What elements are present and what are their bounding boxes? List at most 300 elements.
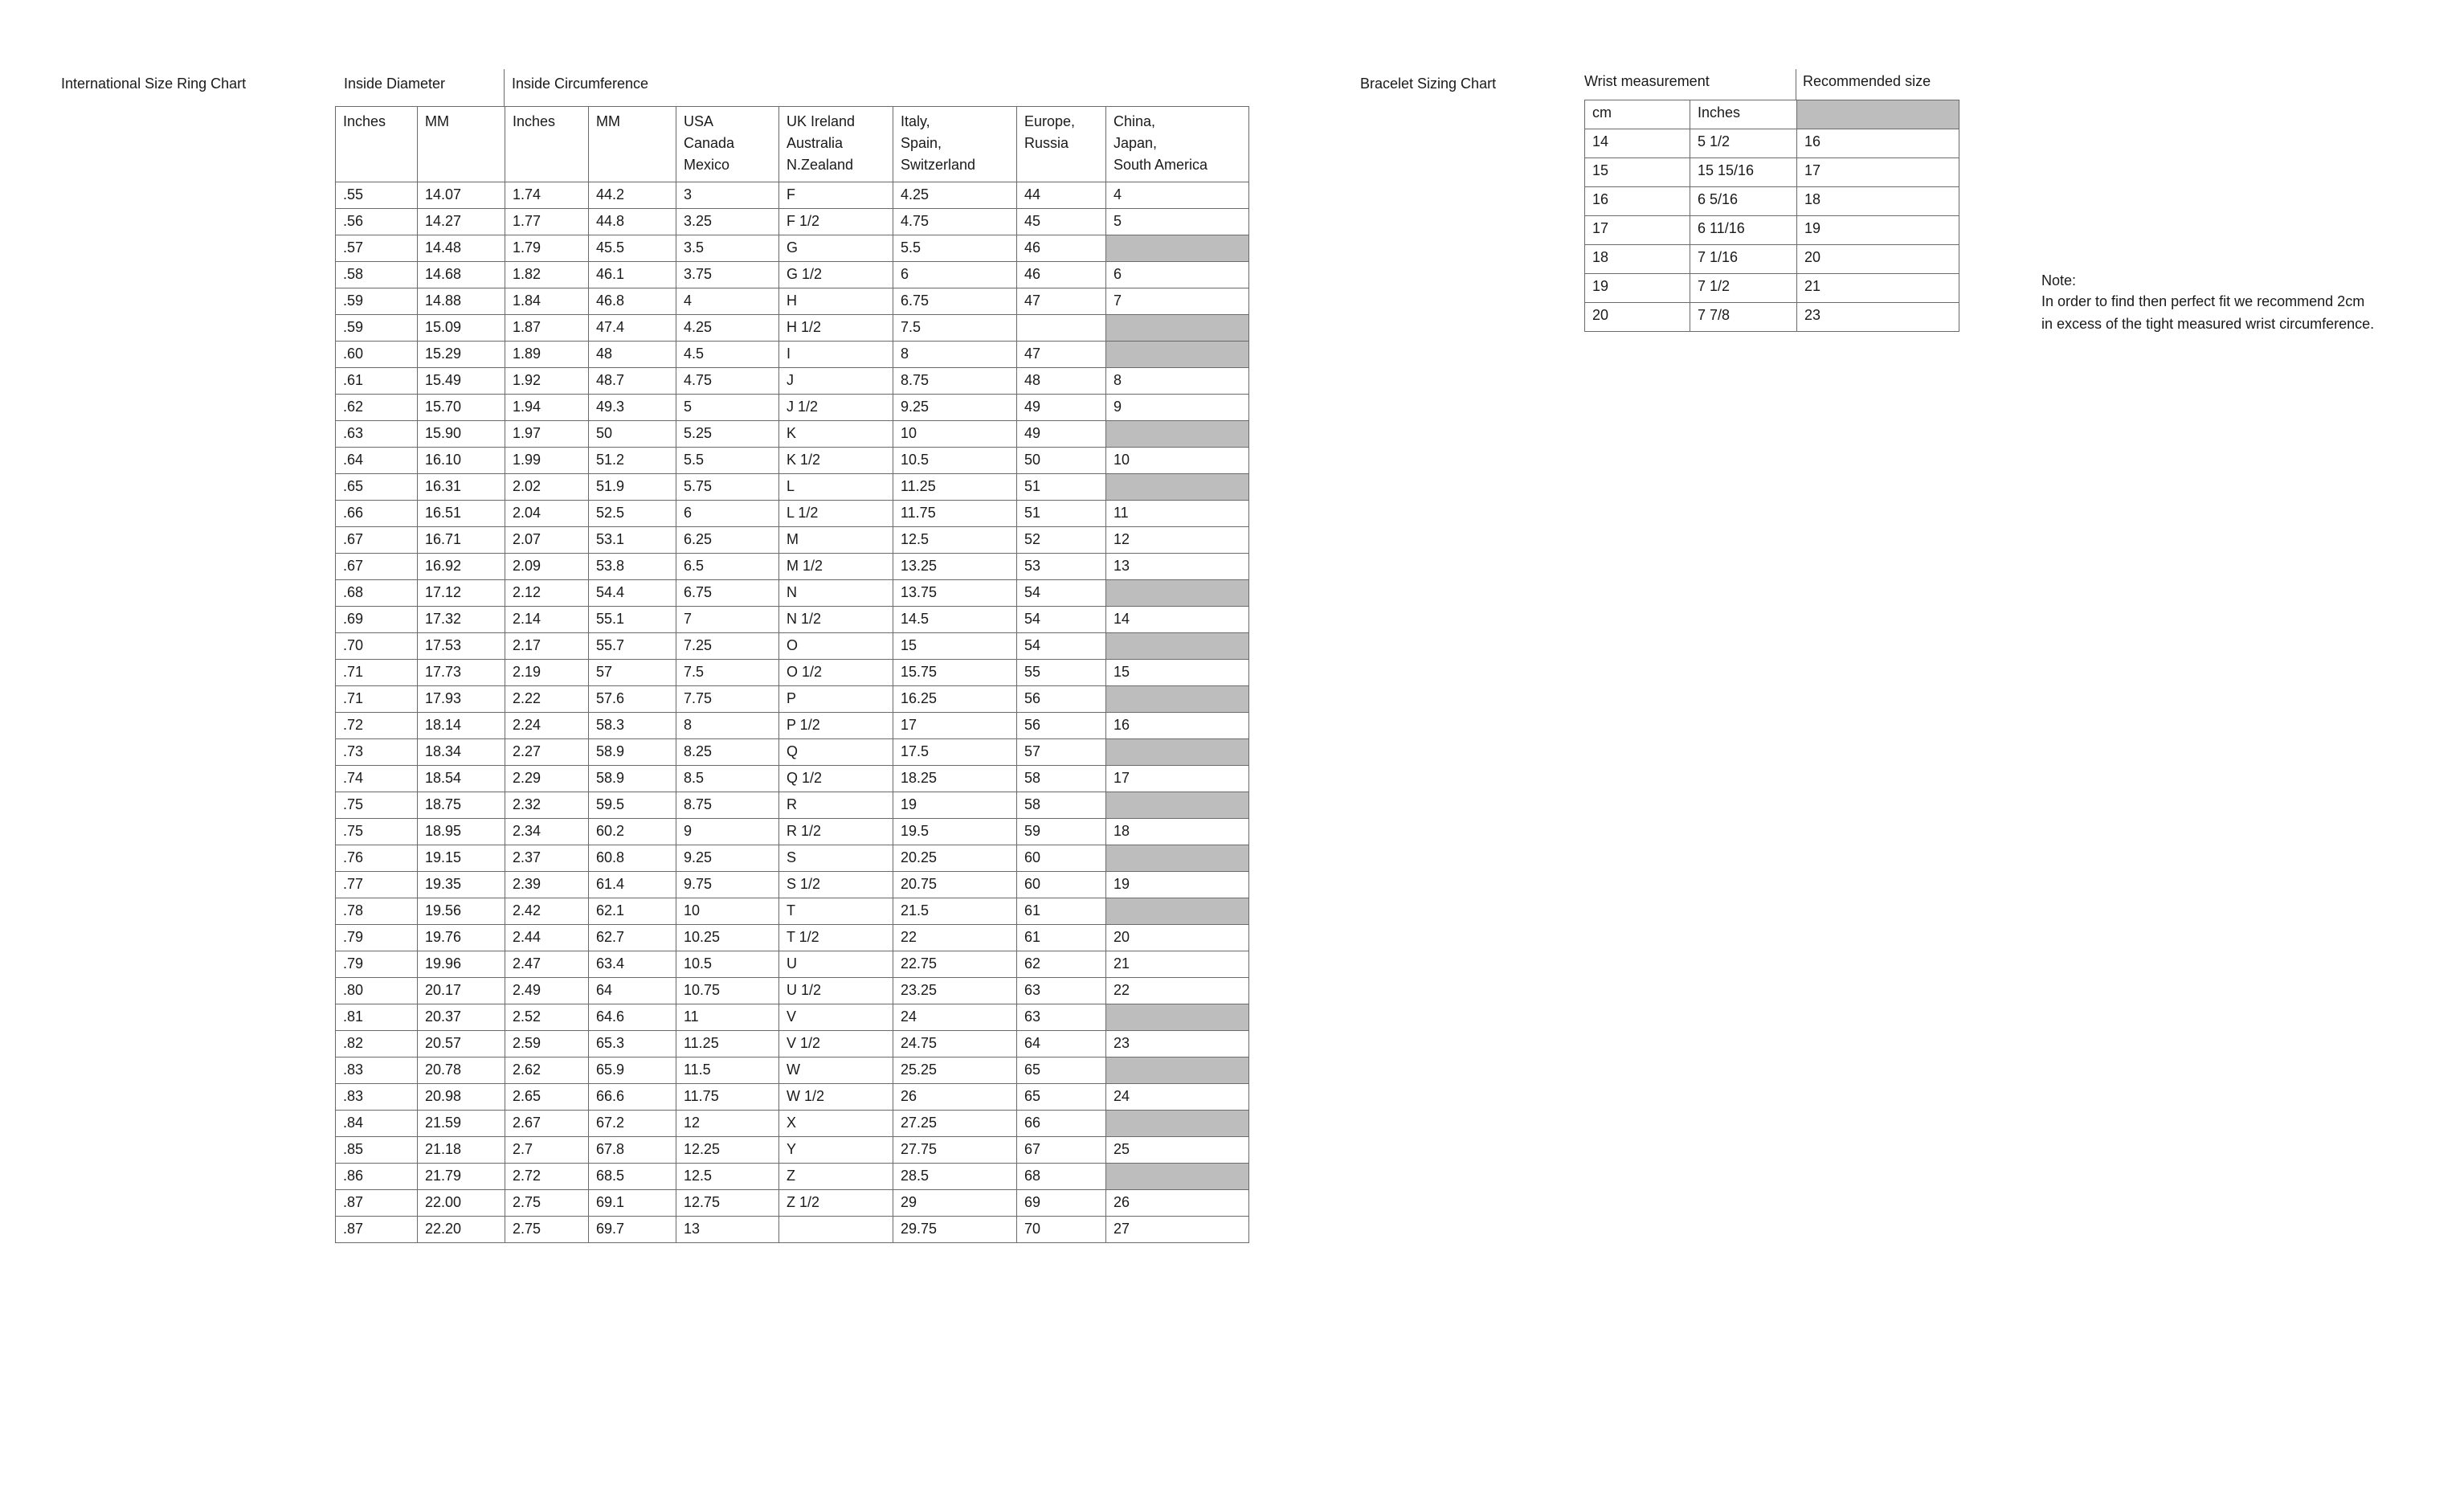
table-cell: 27.75	[893, 1137, 1017, 1164]
table-cell: 12	[676, 1111, 779, 1137]
table-row	[336, 792, 1249, 819]
table-cell: 44.2	[589, 182, 676, 209]
table-cell: 18.14	[418, 713, 505, 739]
table-cell: 9.25	[676, 845, 779, 872]
table-cell: 61.4	[589, 872, 676, 898]
table-cell: 2.67	[505, 1111, 589, 1137]
table-cell: 2.49	[505, 978, 589, 1004]
table-cell: 48	[1017, 368, 1106, 395]
table-cell: O 1/2	[779, 660, 893, 686]
table-cell: 2.62	[505, 1058, 589, 1084]
table-cell: 6.25	[676, 527, 779, 554]
note-heading: Note:	[2041, 272, 2077, 288]
table-cell: 2.75	[505, 1217, 589, 1243]
table-cell: 22.00	[418, 1190, 505, 1217]
table-cell: 63	[1017, 1004, 1106, 1031]
table-cell: 67	[1017, 1137, 1106, 1164]
table-cell: 53	[1017, 554, 1106, 580]
table-cell: .82	[336, 1031, 418, 1058]
table-cell: O	[779, 633, 893, 660]
note-line-1: In order to find then perfect fit we recommend 2cm	[2041, 293, 2365, 309]
table-cell: 52.5	[589, 501, 676, 527]
table-cell: 17	[1797, 158, 1959, 187]
table-cell: .77	[336, 872, 418, 898]
table-cell: 55.1	[589, 607, 676, 633]
table-cell: 21.5	[893, 898, 1017, 925]
table-cell: 25	[1106, 1137, 1249, 1164]
table-cell: 5	[676, 395, 779, 421]
column-header: MM	[589, 107, 676, 182]
table-cell: 1.79	[505, 235, 589, 262]
table-cell: 6.5	[676, 554, 779, 580]
table-cell: 2.14	[505, 607, 589, 633]
table-cell: 18	[1797, 187, 1959, 216]
table-cell: 58.9	[589, 766, 676, 792]
empty-cell	[1106, 1004, 1249, 1031]
table-cell: H	[779, 288, 893, 315]
table-cell: 54.4	[589, 580, 676, 607]
table-cell: 69.7	[589, 1217, 676, 1243]
table-cell: 46	[1017, 235, 1106, 262]
table-cell: .85	[336, 1137, 418, 1164]
table-row	[336, 1190, 1249, 1217]
table-cell: 20	[1797, 245, 1959, 274]
table-cell: 22.75	[893, 951, 1017, 978]
empty-cell	[1106, 739, 1249, 766]
column-header: MM	[418, 107, 505, 182]
table-row	[336, 448, 1249, 474]
note-line-2: in excess of the tight measured wrist circumference.	[2041, 316, 2375, 332]
table-cell: .55	[336, 182, 418, 209]
table-cell: 19	[1106, 872, 1249, 898]
table-row	[1585, 187, 1959, 216]
table-cell: T 1/2	[779, 925, 893, 951]
table-cell: .75	[336, 792, 418, 819]
table-cell: 8	[893, 342, 1017, 368]
ring-chart-title: International Size Ring Chart	[61, 76, 247, 92]
table-cell: 49.3	[589, 395, 676, 421]
table-cell: 16	[1797, 129, 1959, 158]
table-cell: 5.75	[676, 474, 779, 501]
table-cell: .58	[336, 262, 418, 288]
table-cell: 67.8	[589, 1137, 676, 1164]
table-cell: 56	[1017, 686, 1106, 713]
column-header: Europe, Russia	[1017, 107, 1106, 182]
table-cell: 19.35	[418, 872, 505, 898]
table-cell: 24	[1106, 1084, 1249, 1111]
table-cell: 19.15	[418, 845, 505, 872]
table-cell: 15	[1106, 660, 1249, 686]
table-cell: 3.5	[676, 235, 779, 262]
table-row	[336, 1164, 1249, 1190]
table-cell: .75	[336, 819, 418, 845]
table-cell: 5	[1106, 209, 1249, 235]
table-cell: 20.57	[418, 1031, 505, 1058]
table-row	[336, 395, 1249, 421]
table-cell: 19	[1585, 274, 1690, 303]
table-cell: S	[779, 845, 893, 872]
table-cell: .65	[336, 474, 418, 501]
table-cell: 60.2	[589, 819, 676, 845]
table-cell: 2.34	[505, 819, 589, 845]
table-cell: 20	[1585, 303, 1690, 332]
table-cell: 2.17	[505, 633, 589, 660]
table-cell: 2.59	[505, 1031, 589, 1058]
table-cell: 15 15/16	[1690, 158, 1797, 187]
table-cell: 47	[1017, 288, 1106, 315]
table-cell: 22.20	[418, 1217, 505, 1243]
table-cell: .73	[336, 739, 418, 766]
table-cell: 54	[1017, 580, 1106, 607]
table-cell: 2.02	[505, 474, 589, 501]
table-cell: 26	[1106, 1190, 1249, 1217]
table-cell: 7 1/2	[1690, 274, 1797, 303]
table-cell: 62.1	[589, 898, 676, 925]
table-cell: 2.19	[505, 660, 589, 686]
table-cell: 4.25	[676, 315, 779, 342]
table-cell: .71	[336, 660, 418, 686]
table-cell: 1.99	[505, 448, 589, 474]
table-cell: 16.51	[418, 501, 505, 527]
table-cell: 2.72	[505, 1164, 589, 1190]
table-cell: J 1/2	[779, 395, 893, 421]
table-cell: 18.25	[893, 766, 1017, 792]
table-cell: .68	[336, 580, 418, 607]
table-cell: 63	[1017, 978, 1106, 1004]
table-row	[336, 1217, 1249, 1243]
column-header: UK Ireland Australia N.Zealand	[779, 107, 893, 182]
table-cell: 17	[1585, 216, 1690, 245]
table-cell: L	[779, 474, 893, 501]
table-cell: 9.75	[676, 872, 779, 898]
table-cell: N	[779, 580, 893, 607]
table-cell: 17.73	[418, 660, 505, 686]
table-cell: 20.98	[418, 1084, 505, 1111]
table-cell: 17	[893, 713, 1017, 739]
table-row	[336, 580, 1249, 607]
table-cell: 49	[1017, 421, 1106, 448]
table-cell: .67	[336, 527, 418, 554]
table-cell: .63	[336, 421, 418, 448]
table-cell: 49	[1017, 395, 1106, 421]
empty-cell	[1106, 898, 1249, 925]
table-cell: 14.27	[418, 209, 505, 235]
table-cell: R	[779, 792, 893, 819]
table-cell: 11.25	[893, 474, 1017, 501]
table-cell: 29.75	[893, 1217, 1017, 1243]
table-cell: .70	[336, 633, 418, 660]
table-cell: U	[779, 951, 893, 978]
table-row	[336, 766, 1249, 792]
table-cell: 66	[1017, 1111, 1106, 1137]
table-cell: 1.89	[505, 342, 589, 368]
table-cell: 10	[893, 421, 1017, 448]
table-cell: 18	[1106, 819, 1249, 845]
table-cell: 61	[1017, 925, 1106, 951]
table-cell: 52	[1017, 527, 1106, 554]
table-row	[1585, 216, 1959, 245]
table-cell: V 1/2	[779, 1031, 893, 1058]
table-cell: Q 1/2	[779, 766, 893, 792]
table-cell: 70	[1017, 1217, 1106, 1243]
table-cell: 6	[1106, 262, 1249, 288]
table-row	[336, 951, 1249, 978]
table-cell: 22	[1106, 978, 1249, 1004]
table-cell: P 1/2	[779, 713, 893, 739]
table-cell: 20.75	[893, 872, 1017, 898]
table-cell: 14.48	[418, 235, 505, 262]
table-cell: 15.75	[893, 660, 1017, 686]
table-cell: 6.75	[893, 288, 1017, 315]
table-cell: 2.29	[505, 766, 589, 792]
table-cell: .80	[336, 978, 418, 1004]
table-row	[1585, 303, 1959, 332]
table-cell: 20	[1106, 925, 1249, 951]
table-cell: Z	[779, 1164, 893, 1190]
table-cell: 11.75	[676, 1084, 779, 1111]
empty-cell	[1106, 633, 1249, 660]
table-cell: 1.74	[505, 182, 589, 209]
table-cell: 24.75	[893, 1031, 1017, 1058]
table-cell: 50	[1017, 448, 1106, 474]
table-cell: 18.95	[418, 819, 505, 845]
table-cell: 8	[1106, 368, 1249, 395]
table-cell: 3.75	[676, 262, 779, 288]
table-cell: 4	[1106, 182, 1249, 209]
table-cell: 44.8	[589, 209, 676, 235]
table-row	[336, 288, 1249, 315]
table-cell: 14.68	[418, 262, 505, 288]
table-header-row	[336, 107, 1249, 182]
inside-diameter-header: Inside Diameter	[344, 76, 446, 92]
table-cell: 20.25	[893, 845, 1017, 872]
table-cell: 18.54	[418, 766, 505, 792]
table-cell: 2.39	[505, 872, 589, 898]
table-cell: 17.53	[418, 633, 505, 660]
empty-cell	[1106, 421, 1249, 448]
table-cell: .86	[336, 1164, 418, 1190]
table-row	[336, 235, 1249, 262]
table-cell: I	[779, 342, 893, 368]
wrist-measurement-header: Wrist measurement	[1584, 73, 1710, 89]
table-cell: 53.8	[589, 554, 676, 580]
table-cell: G 1/2	[779, 262, 893, 288]
table-row	[336, 660, 1249, 686]
table-row	[336, 1031, 1249, 1058]
table-cell: 65.3	[589, 1031, 676, 1058]
column-header: USA Canada Mexico	[676, 107, 779, 182]
table-cell: 1.82	[505, 262, 589, 288]
table-cell: 6 11/16	[1690, 216, 1797, 245]
table-cell: 3	[676, 182, 779, 209]
table-cell: 6 5/16	[1690, 187, 1797, 216]
table-cell: 47	[1017, 342, 1106, 368]
table-cell: 16.71	[418, 527, 505, 554]
table-row	[336, 713, 1249, 739]
table-cell: 27.25	[893, 1111, 1017, 1137]
table-cell: S 1/2	[779, 872, 893, 898]
table-cell: Y	[779, 1137, 893, 1164]
table-cell: 16	[1106, 713, 1249, 739]
table-row	[336, 209, 1249, 235]
table-cell: 23.25	[893, 978, 1017, 1004]
table-cell: 4.5	[676, 342, 779, 368]
table-cell: 3.25	[676, 209, 779, 235]
table-cell: 16.92	[418, 554, 505, 580]
table-cell: 58.9	[589, 739, 676, 766]
table-cell: .87	[336, 1217, 418, 1243]
table-row	[336, 978, 1249, 1004]
table-cell: 12.5	[893, 527, 1017, 554]
table-cell: 44	[1017, 182, 1106, 209]
table-cell: 29	[893, 1190, 1017, 1217]
table-cell: 10	[1106, 448, 1249, 474]
table-cell: 10.5	[893, 448, 1017, 474]
table-cell: 2.44	[505, 925, 589, 951]
table-cell: 1.84	[505, 288, 589, 315]
table-cell: 59.5	[589, 792, 676, 819]
recommended-size-header: Recommended size	[1803, 73, 1931, 89]
table-row	[336, 898, 1249, 925]
table-cell: 51.2	[589, 448, 676, 474]
table-cell: 19	[893, 792, 1017, 819]
table-cell: 8.25	[676, 739, 779, 766]
table-cell: 56	[1017, 713, 1106, 739]
table-cell: 2.75	[505, 1190, 589, 1217]
table-cell: 59	[1017, 819, 1106, 845]
table-cell: 18.75	[418, 792, 505, 819]
table-cell: 46	[1017, 262, 1106, 288]
table-cell: .79	[336, 951, 418, 978]
table-cell: 14.5	[893, 607, 1017, 633]
table-cell: 16	[1585, 187, 1690, 216]
table-cell: P	[779, 686, 893, 713]
table-cell: 61	[1017, 898, 1106, 925]
table-cell: 21.18	[418, 1137, 505, 1164]
table-cell: 60	[1017, 845, 1106, 872]
table-cell: 5.5	[676, 448, 779, 474]
table-cell: 1.97	[505, 421, 589, 448]
table-cell: 23	[1106, 1031, 1249, 1058]
table-cell: 2.32	[505, 792, 589, 819]
table-cell: 24	[893, 1004, 1017, 1031]
table-row	[336, 262, 1249, 288]
table-cell: .81	[336, 1004, 418, 1031]
table-cell: 11.5	[676, 1058, 779, 1084]
table-cell: 58.3	[589, 713, 676, 739]
table-cell: 18	[1585, 245, 1690, 274]
table-cell: .60	[336, 342, 418, 368]
table-cell: Z 1/2	[779, 1190, 893, 1217]
table-cell: 15.49	[418, 368, 505, 395]
empty-cell	[1106, 845, 1249, 872]
table-row	[336, 368, 1249, 395]
table-cell: 12.75	[676, 1190, 779, 1217]
table-row	[336, 1004, 1249, 1031]
table-cell: 21	[1797, 274, 1959, 303]
table-cell: 15	[1585, 158, 1690, 187]
table-cell: .79	[336, 925, 418, 951]
column-header: China, Japan, South America	[1106, 107, 1249, 182]
empty-cell	[1106, 474, 1249, 501]
table-cell: .78	[336, 898, 418, 925]
table-cell: 2.7	[505, 1137, 589, 1164]
table-cell: 12.25	[676, 1137, 779, 1164]
table-cell: 54	[1017, 607, 1106, 633]
table-cell: 7.5	[676, 660, 779, 686]
table-cell: 2.52	[505, 1004, 589, 1031]
table-cell: 15.90	[418, 421, 505, 448]
table-cell: 7 7/8	[1690, 303, 1797, 332]
table-cell: 9	[1106, 395, 1249, 421]
table-cell: 62.7	[589, 925, 676, 951]
table-cell: .87	[336, 1190, 418, 1217]
table-cell: 6.75	[676, 580, 779, 607]
column-header: Inches	[505, 107, 589, 182]
table-cell: 2.09	[505, 554, 589, 580]
table-cell: 64	[1017, 1031, 1106, 1058]
table-cell: 14	[1585, 129, 1690, 158]
table-cell: 27	[1106, 1217, 1249, 1243]
table-cell: 45	[1017, 209, 1106, 235]
table-row	[336, 739, 1249, 766]
table-cell: 57.6	[589, 686, 676, 713]
table-cell: 51	[1017, 474, 1106, 501]
table-cell: 47.4	[589, 315, 676, 342]
table-cell: 1.87	[505, 315, 589, 342]
table-cell: 28.5	[893, 1164, 1017, 1190]
table-row	[336, 633, 1249, 660]
table-cell: .83	[336, 1084, 418, 1111]
table-cell: 12	[1106, 527, 1249, 554]
table-row	[1585, 158, 1959, 187]
table-cell: .76	[336, 845, 418, 872]
table-cell: 57	[589, 660, 676, 686]
table-cell: 68	[1017, 1164, 1106, 1190]
table-row	[336, 342, 1249, 368]
table-cell: 4	[676, 288, 779, 315]
table-cell: 19.76	[418, 925, 505, 951]
table-cell: V	[779, 1004, 893, 1031]
table-cell: 13	[676, 1217, 779, 1243]
table-cell: 60	[1017, 872, 1106, 898]
table-row	[336, 474, 1249, 501]
ring-size-table	[335, 106, 1249, 1243]
table-cell: 2.47	[505, 951, 589, 978]
table-cell: 1.77	[505, 209, 589, 235]
table-cell: 10.5	[676, 951, 779, 978]
table-cell: 8.5	[676, 766, 779, 792]
table-cell: 19.5	[893, 819, 1017, 845]
group-divider	[504, 69, 505, 106]
table-cell: 5.25	[676, 421, 779, 448]
table-cell: .72	[336, 713, 418, 739]
table-cell: 7.25	[676, 633, 779, 660]
table-cell: 17.32	[418, 607, 505, 633]
table-cell: 69.1	[589, 1190, 676, 1217]
table-cell: 57	[1017, 739, 1106, 766]
table-cell: 55.7	[589, 633, 676, 660]
table-cell: 7	[676, 607, 779, 633]
table-cell: 18.34	[418, 739, 505, 766]
bracelet-size-table	[1584, 100, 1959, 332]
table-cell: W 1/2	[779, 1084, 893, 1111]
table-cell: 2.27	[505, 739, 589, 766]
empty-cell	[1106, 1058, 1249, 1084]
table-cell: 1.94	[505, 395, 589, 421]
table-cell: 2.22	[505, 686, 589, 713]
table-row	[336, 925, 1249, 951]
